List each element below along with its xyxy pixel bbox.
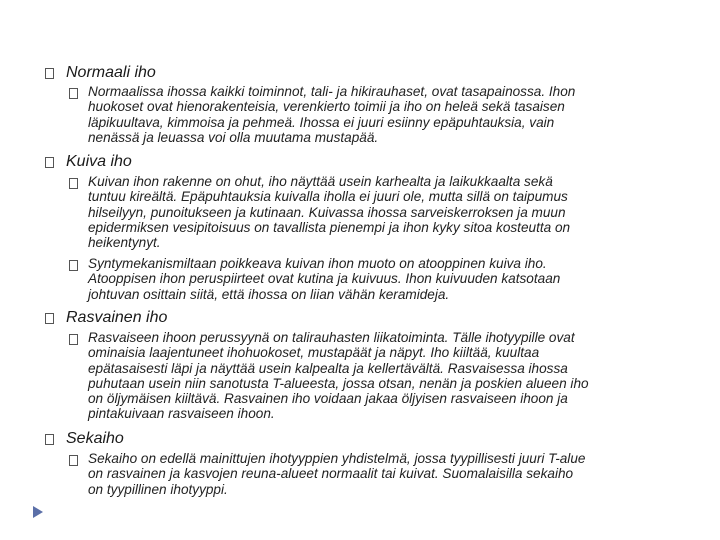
section-heading-rasvainen: Rasvainen iho — [66, 309, 168, 326]
section-item-kuiva-2 — [88, 256, 560, 302]
text-line: pintakuivaan rasvaiseen ihoon. — [88, 406, 275, 422]
section-item-normaali — [88, 84, 575, 145]
section-item-sekaiho — [88, 451, 585, 497]
text-line: Sekaiho on edellä mainittujen ihotyyppien yhdistelmä, jossa tyypillisesti juuri T-alue — [88, 451, 586, 466]
heading-bullet-icon — [45, 157, 54, 168]
slide-nav-arrow-icon[interactable] — [33, 506, 43, 518]
text-line: tuntuu kireältä. Epäpuhtauksia kuivalla iholla ei juuri ole, mutta sillä on taipumus — [88, 189, 568, 205]
text-line: on rasvainen ja kasvojen reuna-alueet normaalit tai kuivat. Suomalaisilla sekaiho — [88, 466, 574, 482]
section-heading-normaali: Normaali iho — [66, 64, 156, 81]
section-item-kuiva-1 — [88, 174, 570, 250]
item-bullet-icon — [69, 334, 78, 345]
text-line: epätasaisesti läpi ja näyttää usein kalpealta ja kellertävältä. Rasvaisessa ihossa — [88, 360, 568, 376]
text-line: läpikuultava, kimmoisa ja pehmeä. Ihossa ei juuri esiinny epäpuhtauksia, vain — [88, 114, 555, 130]
section-heading-sekaiho: Sekaiho — [66, 430, 124, 447]
text-line: Kuivan ihon rakenne on ohut, iho näyttää usein karhealta ja laikukkaalta sekä — [88, 174, 553, 189]
heading-bullet-icon — [45, 313, 54, 324]
item-bullet-icon — [69, 260, 78, 271]
text-line: Atooppisen ihon peruspiirteet ovat kutina ja kuivuus. Ihon kuivuuden katsotaan — [88, 271, 561, 287]
section-item-rasvainen — [88, 330, 589, 422]
text-line: johtuvan osittain siitä, että ihossa on liian vähän keramideja. — [88, 286, 450, 302]
text-line: Rasvaiseen ihoon perussyynä on talirauhasten liikatoiminta. Tälle ihotyypille ovat — [88, 330, 575, 345]
heading-bullet-icon — [45, 434, 54, 445]
item-bullet-icon — [69, 455, 78, 466]
heading-bullet-icon — [45, 68, 54, 79]
text-line: hilseilyyn, punoitukseen ja kutinaan. Kuivassa ihossa sarveiskerroksen ja muun — [88, 204, 566, 220]
text-line: epidermiksen vesipitoisuus on tavallista pienempi ja ihon kyky sitoa kosteutta on — [88, 219, 571, 235]
text-line: puhutaan usein niin sanotusta T-alueesta, jossa otsan, nenän ja poskien alueen iho — [88, 375, 589, 391]
text-line: Syntymekanismiltaan poikkeava kuivan ihon muoto on atooppinen kuiva iho. — [88, 256, 547, 271]
text-line: Normaalissa ihossa kaikki toiminnot, tali- ja hikirauhaset, ovat tasapainossa. Ihon — [88, 84, 576, 99]
item-bullet-icon — [69, 88, 78, 99]
text-line: ominaisia laajentuneet ihohuokoset, mustapäät ja näpyt. Iho kiiltää, kuultaa — [88, 345, 540, 361]
text-line: on öljymäisen kiiltävä. Rasvainen iho voidaan jakaa öljyisen rasvaiseen ihoon ja — [88, 391, 568, 407]
text-line: on tyypillinen ihotyyppi. — [88, 481, 228, 497]
text-line: huokoset ovat hienorakenteisia, verenkierto toimii ja iho on heleä sekä tasaisen — [88, 99, 565, 115]
text-line: heikentynyt. — [88, 235, 161, 251]
section-heading-kuiva: Kuiva iho — [66, 153, 132, 170]
text-line: nenässä ja leuassa voi olla muutama mustapää. — [88, 129, 379, 145]
item-bullet-icon — [69, 178, 78, 189]
